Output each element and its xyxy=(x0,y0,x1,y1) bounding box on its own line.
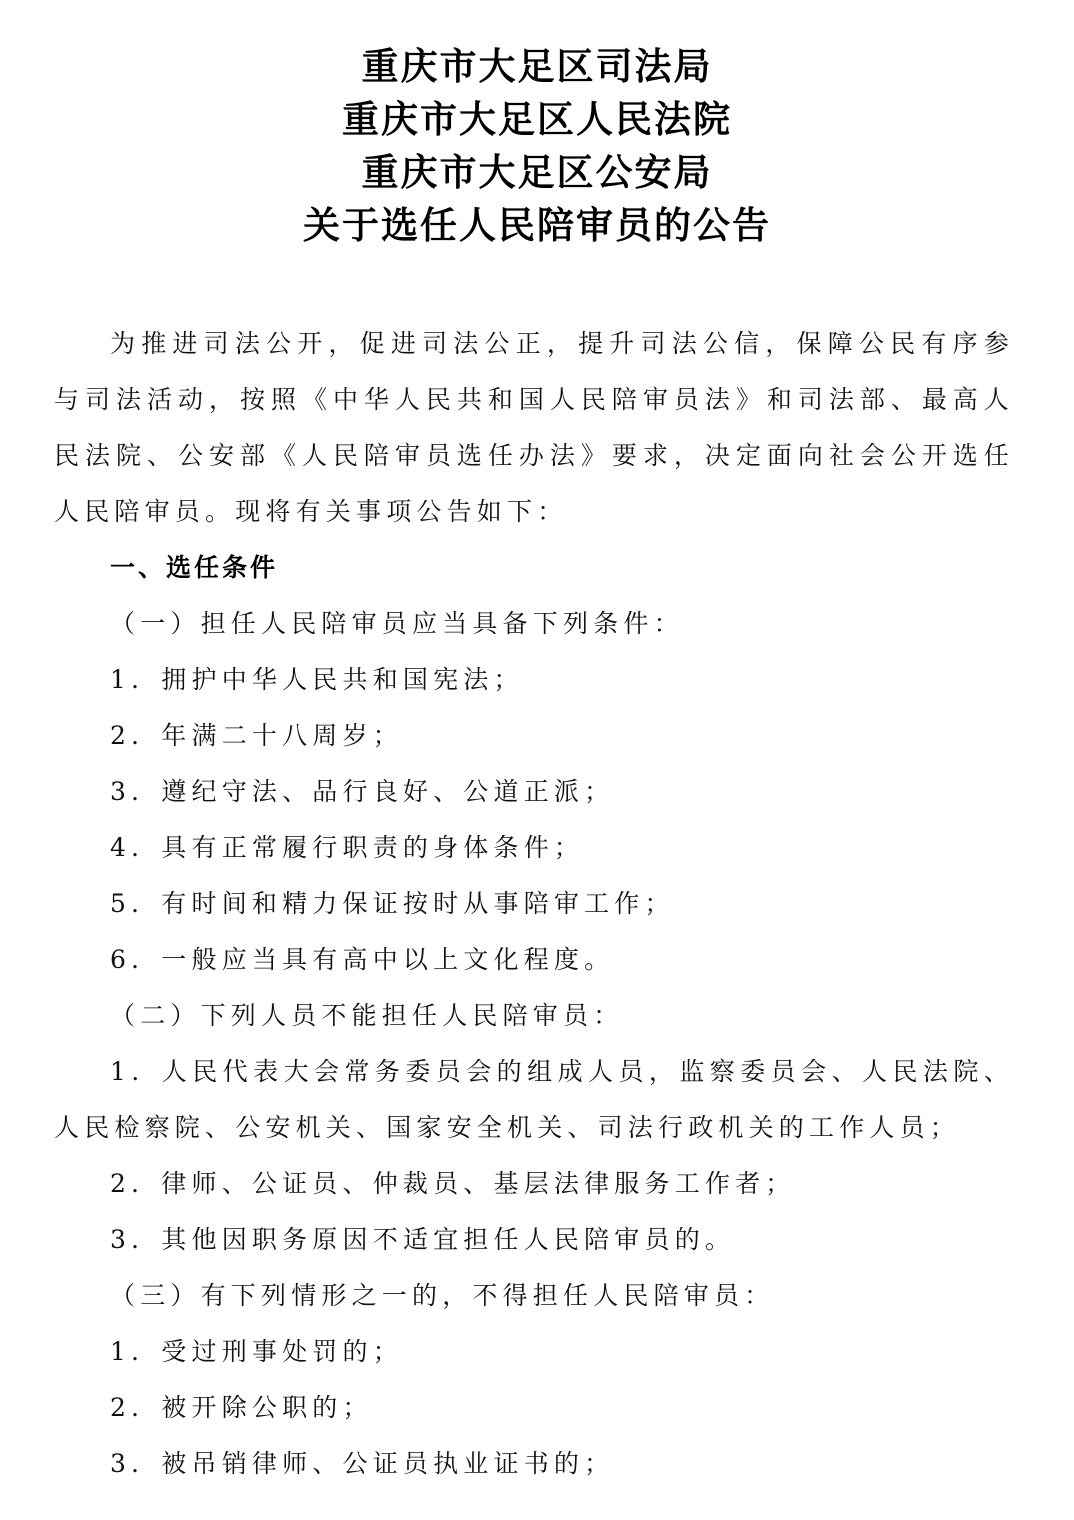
document-body xyxy=(54,316,1014,1492)
intro-paragraph: 为推进司法公开，促进司法公正，提升司法公信，保障公民有序参与司法活动，按照《中华人民共和国人民陪审员法》和司法部、最高人民法院、公安部《人民陪审员选任办法》要求，决定面向社会公开选任人民陪审员。现将有关事项公告如下： xyxy=(54,329,1014,526)
condition-item: 2．年满二十八周岁； xyxy=(110,721,403,750)
subsection-heading-1: （一）担任人民陪审员应当具备下列条件： xyxy=(110,609,684,638)
section-heading-selection-conditions: 一、选任条件 xyxy=(110,553,279,582)
condition-item: 4．具有正常履行职责的身体条件； xyxy=(110,833,585,862)
exclusion-item: 2．律师、公证员、仲裁员、基层法律服务工作者； xyxy=(110,1169,796,1198)
title-line-3: 重庆市大足区公安局 xyxy=(361,150,713,194)
disqualification-item: 1．受过刑事处罚的； xyxy=(110,1337,403,1366)
exclusion-item: 3．其他因职务原因不适宜担任人民陪审员的。 xyxy=(110,1225,736,1254)
title-line-2: 重庆市大足区人民法院 xyxy=(342,97,732,141)
condition-item: 6．一般应当具有高中以上文化程度。 xyxy=(110,945,615,974)
disqualification-item: 2．被开除公职的； xyxy=(110,1393,373,1422)
condition-item: 1．拥护中华人民共和国宪法； xyxy=(110,665,524,694)
exclusion-item: 1．人民代表大会常务委员会的组成人员，监察委员会、人民法院、人民检察院、公安机关、国家安全机关、司法行政机关的工作人员； xyxy=(54,1057,1014,1142)
subsection-heading-2: （二）下列人员不能担任人民陪审员： xyxy=(110,1001,624,1030)
disqualification-item: 3．被吊销律师、公证员执业证书的； xyxy=(110,1449,615,1478)
title-line-4: 关于选任人民陪审员的公告 xyxy=(303,203,771,247)
condition-item: 3．遵纪守法、品行良好、公道正派； xyxy=(110,777,615,806)
condition-item: 5．有时间和精力保证按时从事陪审工作； xyxy=(110,889,675,918)
document-title xyxy=(0,40,1074,252)
subsection-heading-3: （三）有下列情形之一的，不得担任人民陪审员： xyxy=(110,1281,775,1310)
title-line-1: 重庆市大足区司法局 xyxy=(361,44,713,88)
